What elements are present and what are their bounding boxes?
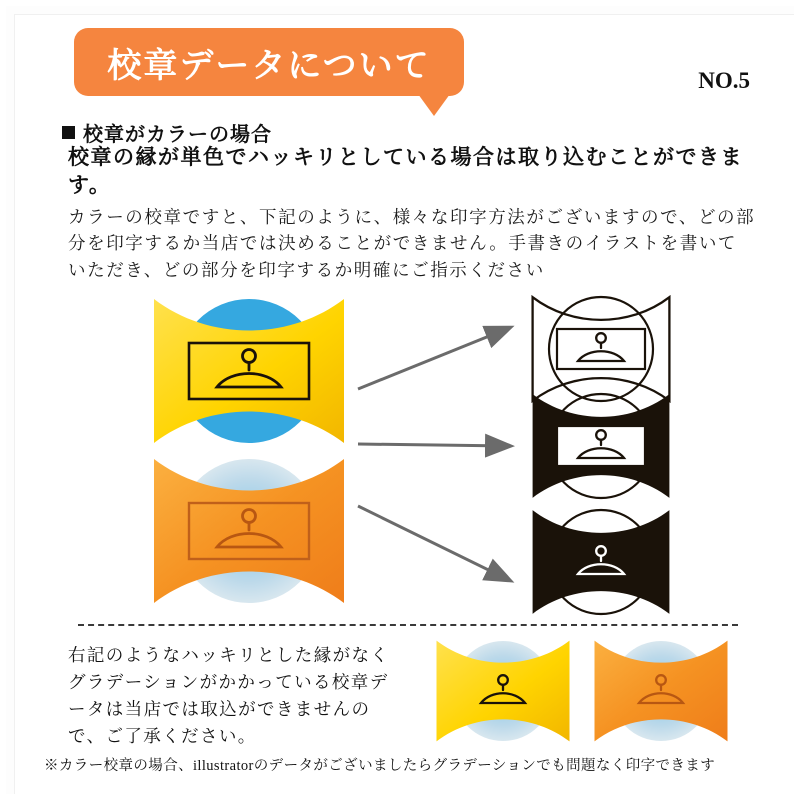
- title-banner: [74, 28, 464, 96]
- section-heading: [62, 118, 272, 147]
- page-number: NO.5: [698, 68, 750, 93]
- title-banner-tail: [418, 94, 450, 116]
- bottom-note: 右記のようなハッキリとした縁がなくグラデーションがかかっている校章データは当店では取込ができませんので、ご了承ください。: [68, 645, 390, 747]
- section-heading-label: 校章がカラーの場合: [83, 124, 272, 146]
- footer-note: ※カラー校章の場合、illustratorのデータがございましたらグラデーションでも問題なく印字できます: [44, 758, 716, 774]
- dashed-divider: [78, 624, 738, 626]
- square-bullet-icon: [62, 126, 75, 139]
- body-paragraph: カラーの校章ですと、下記のように、様々な印字方法がございますので、どの部分を印字するか当店では決めることができません。手書きのイラストを書いていただき、どの部分を印字するか明確にご指示ください: [68, 207, 756, 280]
- page-title: 校章データについて: [107, 47, 431, 85]
- lead-paragraph: 校章の縁が単色でハッキリとしている場合は取り込むことができます。: [68, 145, 743, 197]
